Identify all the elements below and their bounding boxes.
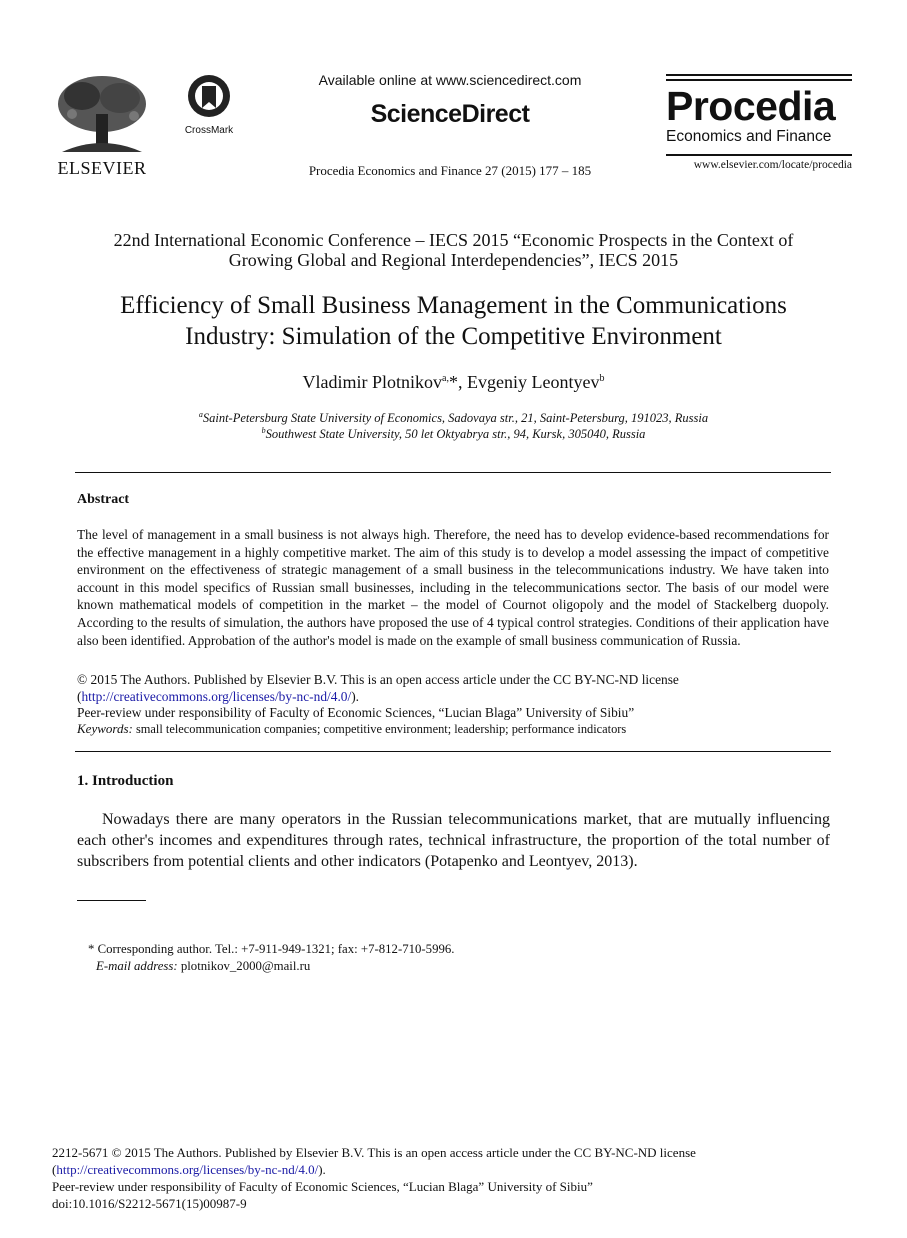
author-name: Evgeniy Leontyev [466,372,600,392]
footnote-rule [77,900,146,901]
elsevier-logo [52,74,152,178]
affil-mark: a [198,410,203,419]
abstract-text: The level of management in a small business is not always high. Therefore, the need has to develop evidence-based recommendations for the effective management in a highly competitive market. The aim of this study is to develop a model assessing the impact of competitive environment on the effectiveness of strategic management of a small business in the telecommunications industry. We have taken into account in this model specifics of Russian small businesses, including in the telecommunications sector. The basis of our model were known mathematical models of competition in the market – the model of Cournot oligopoly and the model of Stackelberg duopoly. According to the results of simulation, the authors have proposed the use of 4 typical control strategies. Conditions of their application have also been identified. Approbation of the author's model is made on the example of small business communication of Russia. [77,527,829,648]
footer-license-link[interactable]: http://creativecommons.org/licenses/by-nc-nd/4.0/ [56,1162,319,1177]
peer-review-line: Peer-review under responsibility of Faculty of Economic Sciences, “Lucian Blaga” University of Sibiu” [77,705,635,720]
publisher-name: ELSEVIER [57,158,147,178]
crossmark-label: CrossMark [184,125,234,136]
conference-line: Growing Global and Regional Interdependencies”, IECS 2015 [228,250,679,270]
section-paragraph: Nowadays there are many operators in the Russian telecommunications market, that are mutually influencing each other's incomes and expenditures through rates, technical infrastructure, the proportion of the total number of subscribers from potential clients and other indicators (Potapenko and Leontyev, 2013). [77,811,830,870]
available-online: Available online at www.sciencedirect.com [318,72,582,88]
footer-copyright: 2212-5671 © 2015 The Authors. Published by Elsevier B.V. This is an open access article under the CC BY-NC-ND license [52,1145,696,1160]
keywords-text: small telecommunication companies; competitive environment; leadership; performance indicators [132,722,627,736]
footer-peer-review: Peer-review under responsibility of Faculty of Economic Sciences, “Lucian Blaga” University of Sibiu” [52,1179,593,1194]
email-address[interactable]: plotnikov_2000@mail.ru [177,959,311,973]
procedia-rule [666,74,852,76]
affil-text: Southwest State University, 50 let Oktyabrya str., 94, Kursk, 305040, Russia [265,427,646,442]
license-link[interactable]: http://creativecommons.org/licenses/by-nc-nd/4.0/ [81,689,352,704]
procedia-rule [666,79,852,81]
sciencedirect-logo: ScienceDirect [370,100,530,128]
procedia-rule [666,154,852,156]
author-affil-mark: b [599,373,605,384]
author-affil-mark: a, [442,373,449,384]
section-heading: 1. Introduction [77,773,174,789]
article-title [60,290,847,352]
email-note [96,959,310,974]
affiliation-b [60,426,847,442]
conference-name [60,230,847,270]
divider [75,751,831,752]
procedia-title: Procedia [666,83,836,129]
paren: ( [52,1162,57,1177]
paren: ( [77,689,82,704]
abstract-heading: Abstract [77,492,130,507]
procedia-url[interactable]: www.elsevier.com/locate/procedia [693,159,852,171]
corresponding-mark: *, [448,372,467,392]
title-line: Efficiency of Small Business Management in the Communications [120,292,787,319]
title-line: Industry: Simulation of the Competitive Environment [185,323,722,350]
divider [75,472,831,473]
affil-text: Saint-Petersburg State University of Economics, Sadovaya str., 21, Saint-Petersburg, 191023, Russia [202,411,709,426]
footer-license [52,1162,326,1178]
affiliation-a [60,410,847,426]
paren: ). [351,689,360,704]
corresponding-author-note: * Corresponding author. Tel.: +7-911-949-1321; fax: +7-812-710-5996. [88,942,455,956]
conference-line: 22nd International Economic Conference – IECS 2015 “Economic Prospects in the Context of [113,230,794,250]
keywords-label: Keywords: [77,721,133,736]
elsevier-tree-icon [52,74,152,158]
crossmark-badge[interactable] [180,74,238,134]
author-list [60,372,847,393]
footer-doi[interactable]: doi:10.1016/S2212-5671(15)00987-9 [52,1196,247,1211]
paren: ). [318,1162,326,1177]
procedia-subtitle: Economics and Finance [666,128,832,145]
procedia-logo [666,74,852,171]
crossmark-icon [187,74,231,118]
license-line [77,688,829,706]
email-label: E-mail address: [96,959,178,973]
author-name: Vladimir Plotnikov [302,372,443,392]
keywords [77,721,626,737]
affil-mark: b [261,426,266,435]
copyright-line: © 2015 The Authors. Published by Elsevier B.V. This is an open access article under the CC BY-NC-ND license [77,672,679,687]
journal-reference: Procedia Economics and Finance 27 (2015) 177 – 185 [308,163,592,178]
